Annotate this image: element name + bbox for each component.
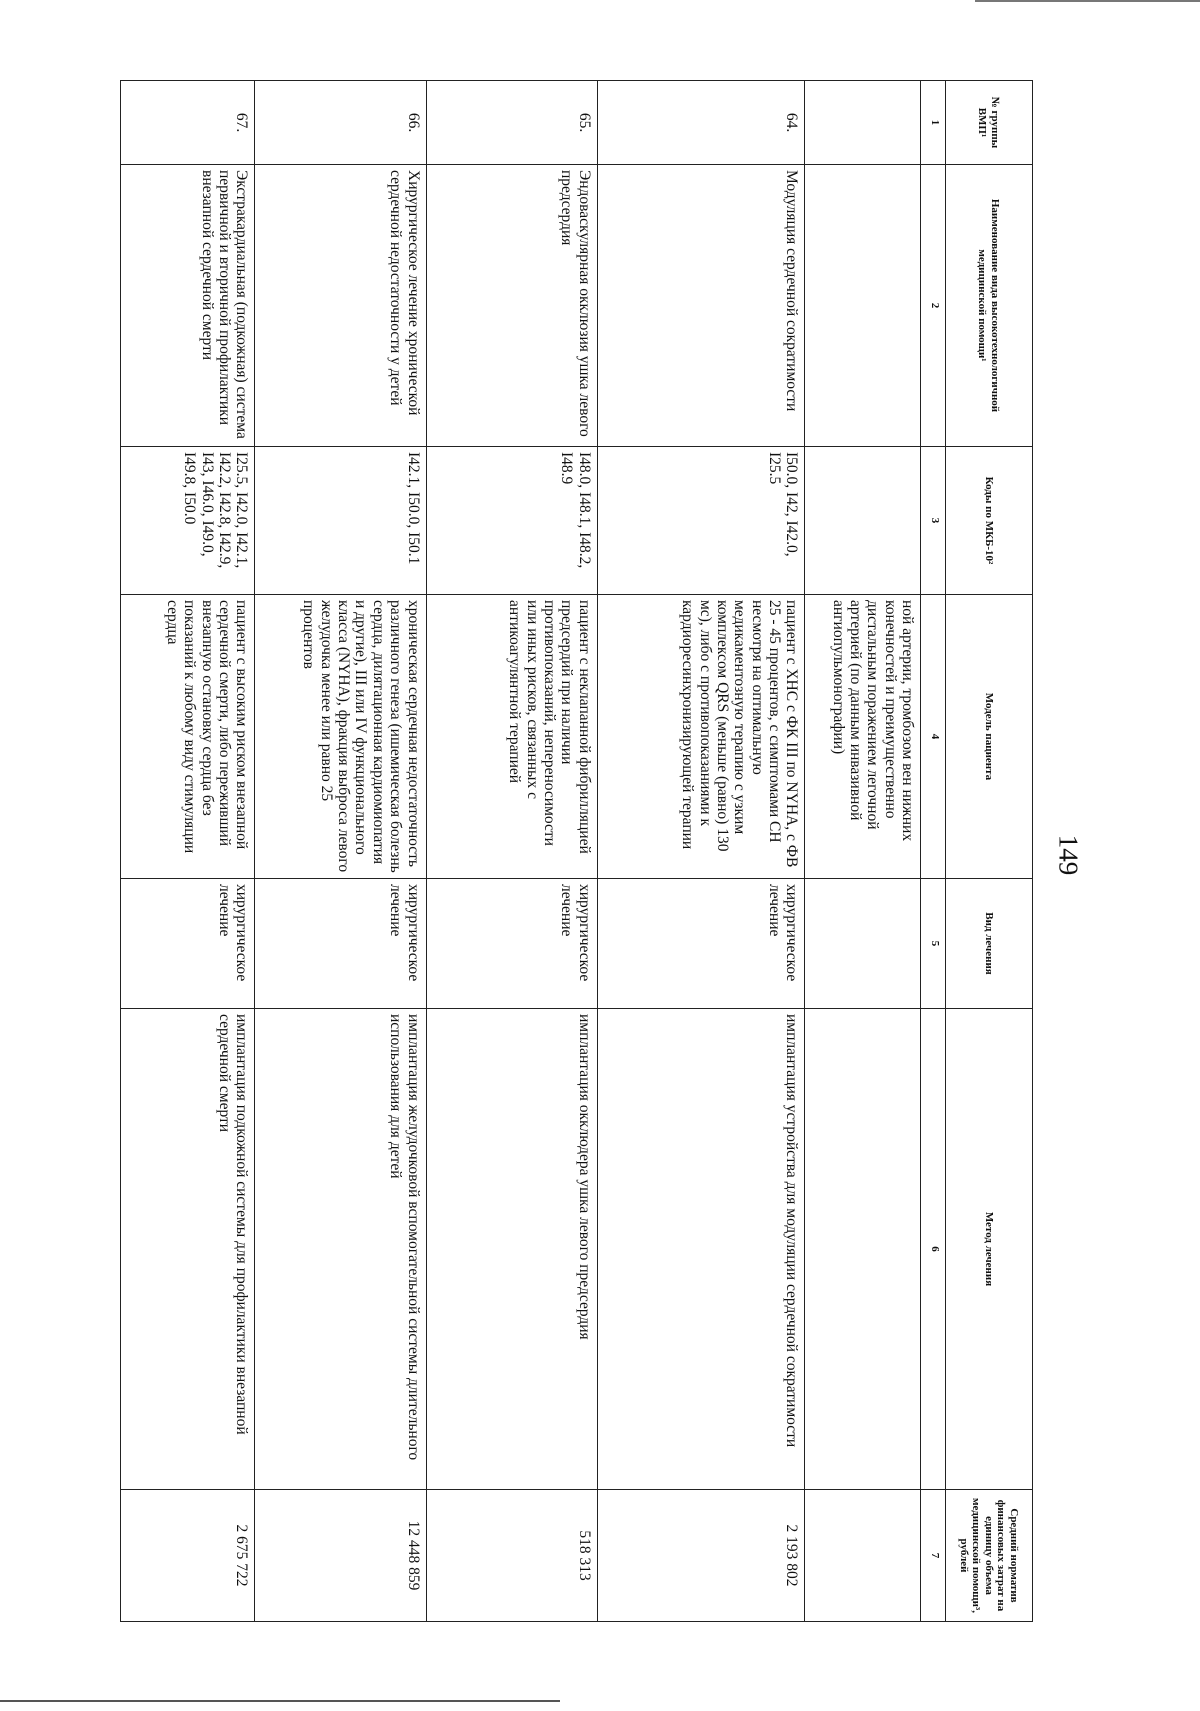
- cell-cost: 2 675 722: [121, 1490, 255, 1622]
- continuation-row: [805, 81, 921, 1622]
- table-header-row: [946, 81, 1033, 1622]
- cell-cost: 12 448 859: [255, 1490, 426, 1622]
- cell-model: ной артерии, тромбозом вен нижних конечностей и преимущественно дистальным поражением легочной артерией (по данным инвазивной ангиопульмонографии): [805, 595, 921, 879]
- cell-group: 67.: [121, 81, 255, 165]
- cell-treatment-type: хирургическое лечение: [597, 879, 805, 1009]
- cell-name: [805, 165, 921, 447]
- cell-group: [805, 81, 921, 165]
- column-number: 7: [921, 1490, 946, 1622]
- cell-treatment-type: хирургическое лечение: [255, 879, 426, 1009]
- column-number-row: [921, 81, 946, 1622]
- cell-codes: I48.0, I48.1, I48.2, I48.9: [426, 447, 597, 595]
- header-name: Наименование вида высокотехнологичной медицинской помощи¹: [946, 165, 1033, 447]
- cell-group: 64.: [597, 81, 805, 165]
- column-number: 6: [921, 1009, 946, 1490]
- cell-codes: I25.5, I42.0, I42.1, I42.2, I42.8, I42.9, I43, I46.0, I49.0, I49.8, I50.0: [121, 447, 255, 595]
- cell-cost: 2 193 802: [597, 1490, 805, 1622]
- scan-edge-line-bottom: [0, 1700, 560, 1702]
- header-method: Метод лечения: [946, 1009, 1033, 1490]
- table-row: [597, 81, 805, 1622]
- cell-method: имплантация желудочковой вспомогательной системы длительного использования для детей: [255, 1009, 426, 1490]
- header-model: Модель пациента: [946, 595, 1033, 879]
- cell-name: Хирургическое лечение хронической сердечной недостаточности у детей: [255, 165, 426, 447]
- scan-edge-line-top: [975, 0, 1200, 2]
- cell-method: имплантация устройства для модуляции сердечной сократимости: [597, 1009, 805, 1490]
- rotated-table-container: [120, 80, 1033, 1621]
- column-number: 5: [921, 879, 946, 1009]
- cell-method: имплантация подкожной системы для профилактики внезапной сердечной смерти: [121, 1009, 255, 1490]
- column-number: 1: [921, 81, 946, 165]
- cell-cost: 518 313: [426, 1490, 597, 1622]
- cell-name: Эндоваскулярная окклюзия ушка левого предсердия: [426, 165, 597, 447]
- table-row: [426, 81, 597, 1622]
- cell-name: Модуляция сердечной сократимости: [597, 165, 805, 447]
- cell-treatment-type: хирургическое лечение: [121, 879, 255, 1009]
- column-number: 4: [921, 595, 946, 879]
- table-row: [255, 81, 426, 1622]
- cell-codes: [805, 447, 921, 595]
- cell-cost: [805, 1490, 921, 1622]
- cell-model: пациент с неклапанной фибрилляцией предсердий при наличии противопоказаний, непереносимости или иных рисков, связанных с антикоагулянтной терапией: [426, 595, 597, 879]
- cell-model: пациент с ХНС с ФК III по NYHA, с ФВ 25 - 45 процентов, с симптомами СН несмотря на оптимальную медикаментозную терапию с узким комплексом QRS (меньше (равно) 130 мс), либо с противопоказаниями к кардиоресинхронизирующей терапии: [597, 595, 805, 879]
- cell-group: 65.: [426, 81, 597, 165]
- cell-method: имплантация окклюдера ушка левого предсердия: [426, 1009, 597, 1490]
- cell-group: 66.: [255, 81, 426, 165]
- header-treatment-type: Вид лечения: [946, 879, 1033, 1009]
- cell-codes: I50.0, I42, I42.0, I25.5: [597, 447, 805, 595]
- header-cost: Средний норматив финансовых затрат на единицу объема медицинской помощи³, рублей: [946, 1490, 1033, 1622]
- cell-model: хроническая сердечная недостаточность различного генеза (ишемическая болезнь сердца, дилятационная кардиомиопатия и другие), III или IV функционального класса (NYHA), фракция выброса левого желудочка менее или равно 25 процентов: [255, 595, 426, 879]
- column-number: 3: [921, 447, 946, 595]
- table-row: [121, 81, 255, 1622]
- cell-treatment-type: хирургическое лечение: [426, 879, 597, 1009]
- column-number: 2: [921, 165, 946, 447]
- cell-model: пациент с высоким риском внезапной сердечной смерти, либо переживший внезапную остановку сердца без показаний к любому виду стимуляции сердца: [121, 595, 255, 879]
- cell-name: Экстракардиальная (подкожная) система первичной и вторичной профилактики внезапной сердечной смерти: [121, 165, 255, 447]
- page-number: 149: [1053, 834, 1084, 876]
- cell-treatment-type: [805, 879, 921, 1009]
- cell-method: [805, 1009, 921, 1490]
- cell-codes: I42.1, I50.0, I50.1: [255, 447, 426, 595]
- header-codes: Коды по МКБ-10²: [946, 447, 1033, 595]
- vmp-table: [120, 80, 1033, 1622]
- header-group: № группы ВМП¹: [946, 81, 1033, 165]
